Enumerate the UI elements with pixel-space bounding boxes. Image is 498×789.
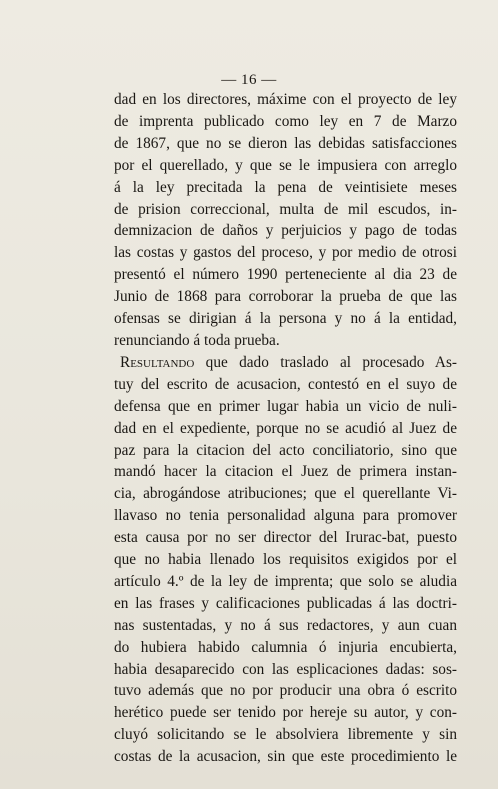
text-line: en las frases y calificaciones publicadas á las doctri- xyxy=(114,594,457,612)
text-line: artículo 4.º de la ley de imprenta; que solo se aludia xyxy=(114,572,457,590)
text-line: esta causa por no ser director del Irurac-bat, puesto xyxy=(114,529,457,547)
text-line: de imprenta publicado como ley en 7 de Marzo xyxy=(114,112,457,130)
text-line: llavaso no tenia personalidad alguna para promover xyxy=(114,507,457,525)
page-number: — 16 — xyxy=(221,72,277,88)
text-line xyxy=(114,352,457,374)
text-line: las costas y gastos del proceso, y por medio de otrosi xyxy=(114,244,457,262)
text-line: á la ley precitada la pena de veintisiete meses xyxy=(114,178,457,196)
text-line: de prision correccional, multa de mil escudos, in- xyxy=(114,200,457,218)
text-line: dad en el expediente, porque no se acudió al Juez de xyxy=(114,419,457,437)
text-line: Junio de 1868 para corroborar la prueba de que las xyxy=(114,288,457,306)
text-line: paz para la citacion del acto conciliatorio, sino que xyxy=(114,441,457,459)
text-line: nas sustentadas, y no á sus redactores, y aun cuan xyxy=(114,616,457,634)
text-line-rest: que dado traslado al procesado As- xyxy=(194,353,457,371)
text-line: presentó el número 1990 perteneciente al dia 23 de xyxy=(114,266,457,284)
body-text xyxy=(114,89,457,768)
text-line: tuvo además que no por producir una obra ó escrito xyxy=(114,682,457,700)
text-line: tuy del escrito de acusacion, contestó en el suyo de xyxy=(114,375,457,393)
text-line: que no habia llenado los requisitos exigidos por el xyxy=(114,551,457,569)
text-line: por el querellado, y que se le impusiera con arreglo xyxy=(114,156,457,174)
paragraph-lead: Resultando xyxy=(120,353,195,371)
text-line: ofensas se dirigian á la persona y no á la entidad, xyxy=(114,310,457,328)
text-line: cia, abrogándose atribuciones; que el querellante Vi- xyxy=(114,485,457,503)
text-line: herético puede ser tenido por hereje su autor, y con- xyxy=(114,704,457,722)
text-line: renunciando á toda prueba. xyxy=(114,331,280,349)
text-line: demnizacion de daños y perjuicios y pago de todas xyxy=(114,222,457,240)
paragraph-1 xyxy=(114,89,457,352)
paragraph-2 xyxy=(114,352,457,768)
text-line: defensa que en primer lugar habia un vicio de nuli- xyxy=(114,397,457,415)
text-line: costas de la acusacion, sin que este procedimiento le xyxy=(114,748,457,766)
text-line: habia desaparecido con las esplicaciones dadas: sos- xyxy=(114,660,457,678)
text-line: cluyó solicitando se le absolviera libremente y sin xyxy=(114,726,457,744)
text-line: mandó hacer la citacion el Juez de primera instan- xyxy=(114,463,457,481)
text-line: do hubiera habido calumnia ó injuria encubierta, xyxy=(114,638,457,656)
text-line: dad en los directores, máxime con el proyecto de ley xyxy=(114,91,457,108)
text-line: de 1867, que no se dieron las debidas satisfacciones xyxy=(114,134,457,152)
